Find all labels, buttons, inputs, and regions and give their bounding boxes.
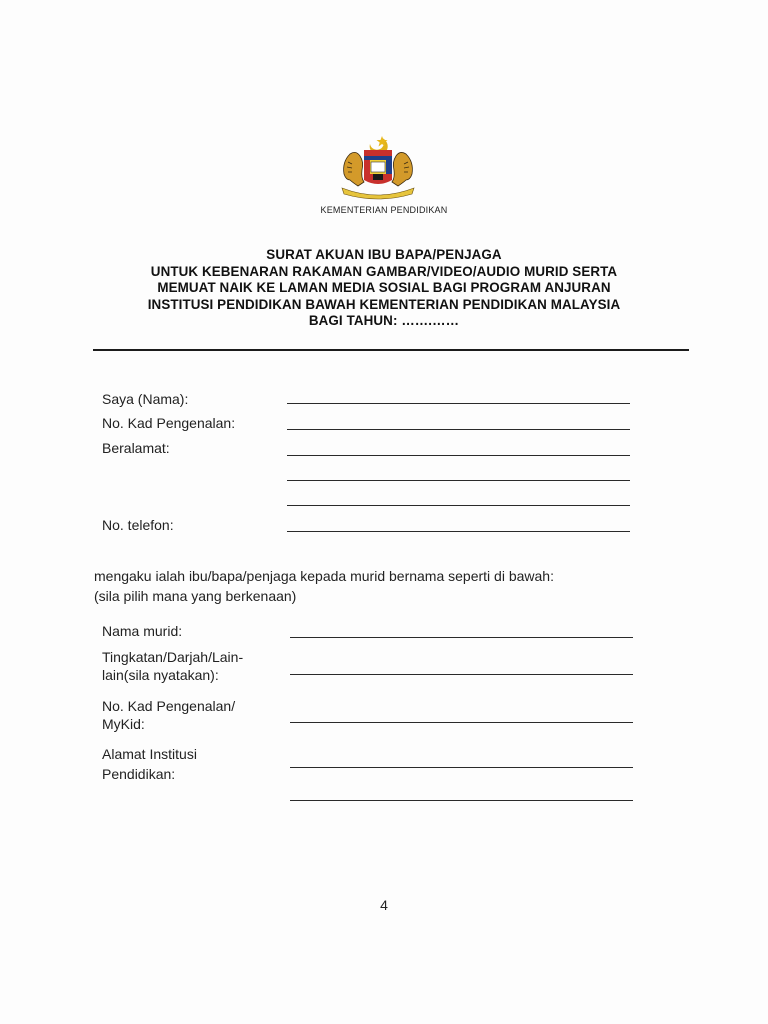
parent-name-field[interactable] (287, 403, 630, 404)
student-class-label: Tingkatan/Darjah/Lain- (102, 649, 244, 665)
institution-address-label: Alamat Institusi (102, 746, 197, 762)
title-line: MEMUAT NAIK KE LAMAN MEDIA SOSIAL BAGI PROGRAM ANJURAN (157, 280, 611, 296)
title-divider (93, 349, 689, 351)
declaration-instruction: (sila pilih mana yang berkenaan) (94, 588, 297, 604)
institution-address-field-2[interactable] (290, 800, 633, 801)
declaration-text: mengaku ialah ibu/bapa/penjaga kepada murid bernama seperti di bawah: (94, 568, 554, 584)
parent-address-field-2[interactable] (287, 480, 630, 481)
document-title (60, 247, 708, 330)
student-name-label: Nama murid: (102, 623, 183, 639)
student-ic-label: MyKid: (102, 716, 145, 732)
parent-ic-field[interactable] (287, 429, 630, 430)
parent-name-label: Saya (Nama): (102, 391, 189, 407)
institution-address-field-1[interactable] (290, 767, 633, 768)
title-line: BAGI TAHUN: …….…… (308, 313, 460, 329)
student-ic-field[interactable] (290, 722, 633, 723)
student-class-label: lain(sila nyatakan): (102, 667, 219, 683)
student-ic-label: No. Kad Pengenalan/ (102, 698, 236, 714)
title-line: INSTITUSI PENDIDIKAN BAWAH KEMENTERIAN PENDIDIKAN MALAYSIA (147, 296, 621, 312)
page-number: 4 (380, 897, 388, 913)
parent-phone-label: No. telefon: (102, 517, 174, 533)
ministry-name: KEMENTERIAN PENDIDIKAN (320, 205, 448, 215)
parent-address-field-1[interactable] (287, 455, 630, 456)
parent-address-label: Beralamat: (102, 440, 170, 456)
student-name-field[interactable] (290, 637, 633, 638)
title-line: SURAT AKUAN IBU BAPA/PENJAGA (266, 247, 502, 262)
title-line: UNTUK KEBENARAN RAKAMAN GAMBAR/VIDEO/AUDIO MURID SERTA (150, 263, 618, 279)
student-class-field[interactable] (290, 674, 633, 675)
parent-address-field-3[interactable] (287, 505, 630, 506)
coat-of-arms-icon (334, 134, 422, 200)
institution-address-label: Pendidikan: (102, 766, 176, 782)
parent-phone-field[interactable] (287, 531, 630, 532)
parent-ic-label: No. Kad Pengenalan: (102, 415, 236, 431)
